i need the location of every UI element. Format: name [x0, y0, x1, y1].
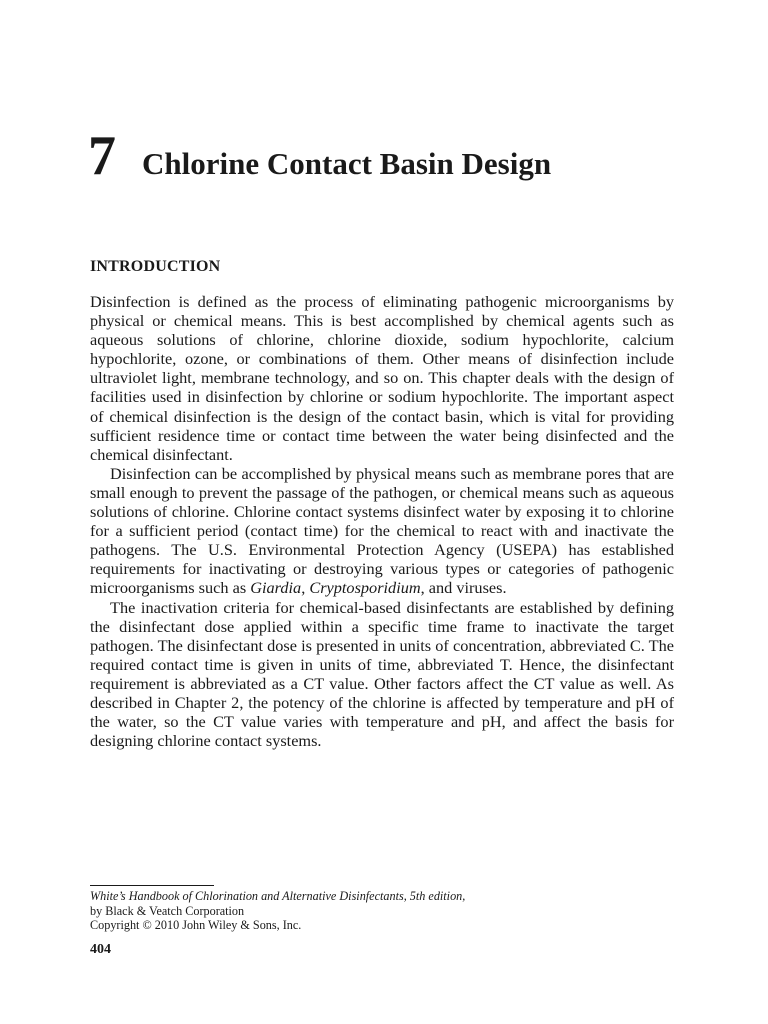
paragraph-2-text-b: ,: [301, 578, 310, 598]
footnote-divider: [90, 885, 214, 886]
paragraph-2-text-c: , and viruses.: [420, 578, 507, 598]
paragraph-2-text-a: Disinfection can be accomplished by physical means such as membrane pores that are small enough to prevent the passage of the pathogen, or chemical means such as aqueous solutions of chlorine. Chlorine contact systems disinfect water by exposing it to chlorine for a sufficient period (contact time) for the chemical to react with and inactivate the pathogens. The U.S. Environmental Protection Agency (USEPA) has established requirements for inactivating or destroying various types or categories of pathogenic microorganisms such as: [90, 463, 674, 598]
paragraph-3: The inactivation criteria for chemical-based disinfectants are established by defining the disinfectant dose applied within a specific time frame to inactivate the target pathogen. The disinfectant dose is presented in units of concentration, abbreviated C. The required contact time is given in units of time, abbreviated T. Hence, the disinfectant requirement is abbreviated as a CT value. Other factors affect the CT value as well. As described in Chapter 2, the potency of the chlorine is affected by temperature and pH of the water, so the CT value varies with temperature and pH, and affect the basis for designing chlorine contact systems.: [90, 597, 674, 751]
chapter-title: Chlorine Contact Basin Design: [142, 146, 552, 181]
body-text: [90, 292, 674, 750]
book-page: [90, 0, 674, 1024]
pathogen-name-giardia: Giardia: [250, 578, 302, 598]
paragraph-1: Disinfection is defined as the process of eliminating pathogenic microorganisms by physical or chemical means. This is best accomplished by chemical agents such as aqueous solutions of chlorine, chlorine dioxide, sodium hypochlorite, calcium hypochlorite, ozone, or combinations of them. Other means of disinfection include ultraviolet light, membrane technology, and so on. This chapter deals with the design of facilities used in disinfection by chlorine or sodium hypochlorite. The important aspect of chemical disinfection is the design of the contact basin, which is vital for providing sufficient residence time or contact time between the water being disinfected and the chemical disinfectant.: [90, 292, 674, 464]
footnote: [90, 889, 465, 933]
page-number: 404: [90, 942, 111, 957]
chapter-number: 7: [88, 125, 116, 187]
pathogen-name-cryptosporidium: Cryptosporidium: [309, 578, 421, 598]
paragraph-2: [90, 464, 674, 598]
section-heading: INTRODUCTION: [90, 258, 221, 275]
footnote-author: by Black & Veatch Corporation: [90, 903, 245, 918]
footnote-copyright: Copyright © 2010 John Wiley & Sons, Inc.: [90, 918, 302, 932]
footnote-book-title: White’s Handbook of Chlorination and Alternative Disinfectants, 5th edition,: [90, 889, 466, 903]
chapter-heading: [88, 125, 552, 187]
